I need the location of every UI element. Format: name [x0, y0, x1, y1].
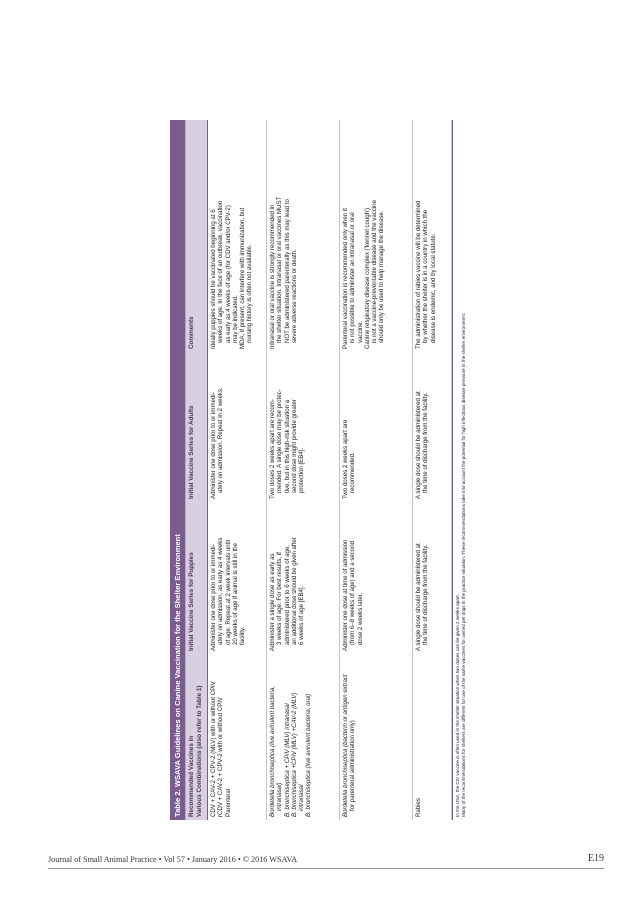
cell-line: NOT be administered parenterally as this may lead to: [283, 199, 291, 343]
cell-adults: [340, 352, 412, 502]
cell-line: mended. A single dose may be protec-: [276, 389, 284, 493]
cell-line: 20 weeks of age if animal is still in the: [231, 543, 239, 645]
header-recommended-vaccines: [186, 654, 207, 820]
cell-line: ately on admission. Repeat in 2 weeks.: [217, 387, 225, 493]
table-title: Table 2. WSAVA Guidelines on Canine Vaccination for the Shelter Environment: [170, 120, 186, 820]
cell-line: Administer one dose prior to or immedi-: [210, 544, 217, 651]
cell-line: Parenteral: [224, 788, 232, 817]
cell-line: the time of discharge from the facility.: [422, 392, 430, 493]
cell-line: by whether the shelter is in a country in which the: [422, 209, 430, 343]
cell-line: Parenteral vaccination is recommended only when it: [342, 208, 349, 349]
cell-vaccines: [340, 654, 412, 820]
cell-line: an additional dose should be given after: [290, 537, 298, 645]
cell-line: of age. Repeat at 2 week intervals until: [224, 539, 232, 645]
cell-line: disease is endemic, and by local statute.: [429, 233, 437, 343]
page-number: E19: [587, 853, 604, 864]
cell-line: MDA, if present, can interfere with immunization, but: [239, 207, 247, 349]
cell-line: Administer one dose at time of admission: [342, 539, 349, 651]
table-row: [267, 120, 340, 820]
cell-line: vaccine.: [356, 320, 364, 343]
cell-line: Ideally puppies should be vaccinated beginning at 6: [210, 209, 217, 349]
cell-comments: [340, 120, 412, 352]
cell-line: is not possible to administer an intranasal or oral: [349, 212, 357, 343]
cell-line: 3 weeks of age. For best results, if: [276, 552, 284, 645]
cell-line: tive, but in this high-risk situation a: [283, 399, 291, 493]
footer-rule: [48, 868, 604, 869]
cell-adults: [208, 352, 266, 502]
cell-line: nursing history is often not available.: [246, 244, 254, 343]
cell-comments: [267, 120, 339, 352]
header-col1-line: Recommended Vaccines in: [188, 735, 195, 817]
cell-line: Administer one dose prior to or immedi-: [210, 392, 217, 499]
cell-line: intranasal: [298, 784, 306, 811]
cell-line: the shelter situation. Intranasal or oral vaccines MUST: [276, 196, 284, 343]
cell-line: Rabies: [415, 798, 422, 817]
journal-citation: Journal of Small Animal Practice • Vol 57 • January 2016 • © 2016 WSAVA: [48, 855, 298, 864]
cell-line: Bordetella bronchiseptica (bacterin or antigen extract: [342, 674, 349, 817]
cell-line: protection [EB4].: [298, 447, 306, 493]
cell-line: CDV + CAV-2 + CPV-2 (MLV) with or without CPiV: [210, 681, 217, 817]
cell-line: (from 6–8 weeks of age) and a second: [349, 541, 357, 645]
header-adults: Initial Vaccine Series for Adults: [188, 405, 195, 499]
cell-puppies: [267, 502, 339, 654]
header-col1-line: Various Combinations (also refer to Table 1): [196, 685, 203, 817]
cell-line: facility.: [239, 626, 247, 645]
cell-line: weeks of age. In the face of an outbreak, vaccination: [217, 200, 225, 343]
cell-line: second dose might provide greater: [290, 399, 298, 493]
page-footer: [48, 853, 604, 867]
table-row: [413, 120, 452, 820]
cell-line: is not a vaccine-preventable disease and the vaccine: [371, 200, 379, 343]
cell-line: the time of discharge from the facility.: [422, 544, 430, 645]
cell-vaccines: [208, 654, 266, 820]
cell-line: intranasal): [276, 782, 284, 811]
cell-line: B. bronchiseptica + CPiV (MLV) intranasal: [283, 703, 291, 817]
table-notes: [452, 120, 469, 820]
cell-line: B. bronchiseptica (live avirulent bacteria, oral): [305, 693, 313, 817]
cell-line: rCDV + CAV-2 + CPV-2 with or without CPiV: [217, 697, 225, 817]
cell-line: Intranasal or oral vaccine is strongly recommended in: [269, 204, 276, 349]
cell-line: administered prior to 6 weeks of age,: [283, 545, 291, 645]
table-note: Many of the recommendations for shelters are different for use of the same vaccines for owned pet dogs in the practice situation. These recommendations take into account the potential for high infectious disease pressure in the shelter environment.: [461, 312, 466, 817]
table-note: In the USA, the CIV vaccine is often used in the shelter situation when two doses can be given 2 weeks apart.: [455, 594, 460, 817]
cell-line: B. bronchiseptica +CPiV (MLV) +CAV-2 (MLV): [290, 692, 298, 817]
header-comments: Comments: [188, 316, 195, 349]
cell-line: A single dose should be administered at: [415, 391, 422, 499]
cell-line: as early as 4 weeks of age (for CDV and/or CPV-2): [224, 205, 232, 343]
rotated-table: [170, 120, 466, 820]
cell-line: Two doses 2 weeks apart are: [342, 419, 349, 499]
cell-line: severe adverse reactions or death.: [290, 249, 298, 343]
table-row: [340, 120, 413, 820]
cell-line: A single dose should be administered at: [415, 543, 422, 651]
cell-puppies: [340, 502, 412, 654]
cell-line: for parenteral administration only): [349, 720, 357, 811]
cell-line: Bordetella bronchiseptica (live avirulent bacteria,: [269, 685, 276, 817]
header-puppies: Initial Vaccine Series for Puppies: [188, 552, 195, 651]
cell-comments: [208, 120, 266, 352]
table-header-row: [186, 120, 208, 820]
cell-adults: [413, 352, 451, 502]
cell-vaccines: [267, 654, 339, 820]
table-row: [208, 120, 267, 820]
cell-line: may be indicated.: [231, 295, 239, 343]
cell-vaccines: [413, 654, 451, 820]
cell-line: should only be used to help manage the disease.: [378, 210, 386, 343]
cell-line: 6 weeks of age [EB4].: [298, 585, 306, 645]
cell-line: Administer a single dose as early as: [269, 553, 276, 651]
cell-adults: [267, 352, 339, 502]
cell-line: dose 2 weeks later.: [356, 592, 364, 645]
cell-comments: [413, 120, 451, 352]
cell-line: Two doses 2 weeks apart are recom-: [269, 399, 276, 499]
cell-line: The administration of rabies vaccine will be determined: [415, 200, 422, 349]
cell-line: recommended.: [349, 452, 357, 493]
cell-line: Canine respiratory disease complex ('kennel cough'): [363, 207, 371, 349]
cell-puppies: [413, 502, 451, 654]
cell-line: ately on admission, as early as 4 weeks: [217, 537, 225, 645]
cell-puppies: [208, 502, 266, 654]
